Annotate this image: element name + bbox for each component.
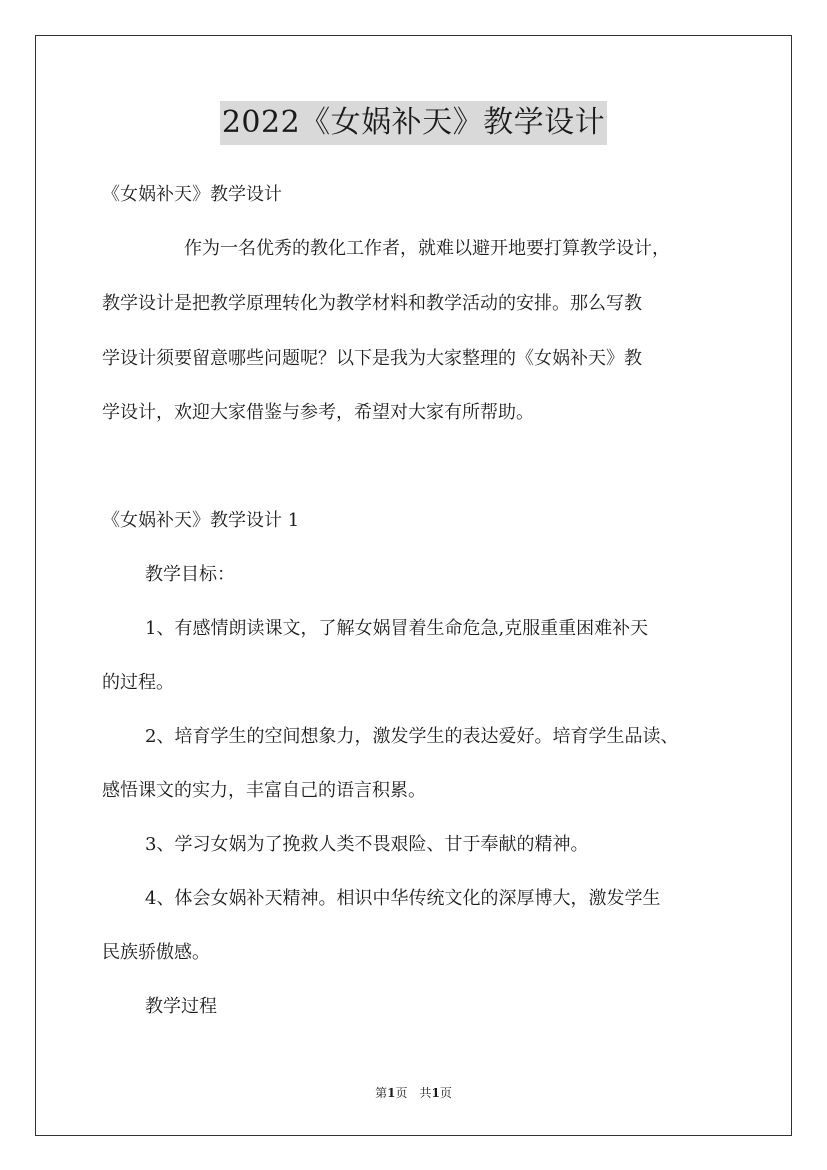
objective-line-2: 的过程。 — [102, 672, 174, 693]
page-total: 1 — [431, 1086, 440, 1100]
objective-line-7: 民族骄傲感。 — [102, 942, 210, 963]
objective-line-3: 2、培育学生的空间想象力，激发学生的表达爱好。培育学生品读、 — [145, 726, 679, 747]
page-mid: 页 共 — [395, 1086, 432, 1100]
section-heading: 《女娲补天》教学设计 1 — [102, 510, 300, 531]
page-suffix: 页 — [439, 1086, 452, 1100]
objective-line-6: 4、体会女娲补天精神。相识中华传统文化的深厚博大，激发学生 — [145, 888, 661, 909]
intro-line-1: 作为一名优秀的教化工作者，就难以避开地要打算教学设计， — [184, 238, 670, 259]
title-container — [0, 101, 827, 145]
intro-line-4: 学设计，欢迎大家借鉴与参考，希望对大家有所帮助。 — [102, 402, 534, 423]
objectives-label: 教学目标： — [145, 564, 235, 585]
document-subtitle: 《女娲补天》教学设计 — [102, 184, 282, 205]
intro-line-3: 学设计须要留意哪些问题呢？以下是我为大家整理的《女娲补天》教 — [102, 348, 642, 369]
page-footer — [0, 1085, 827, 1101]
objective-line-5: 3、学习女娲为了挽救人类不畏艰险、甘于奉献的精神。 — [145, 834, 589, 855]
page-prefix: 第 — [375, 1086, 388, 1100]
objective-line-1: 1、有感情朗读课文，了解女娲冒着生命危急,克服重重困难补天 — [145, 618, 649, 639]
document-title: 2022《女娲补天》教学设计 — [220, 101, 607, 145]
process-label: 教学过程 — [145, 996, 217, 1017]
intro-line-2: 教学设计是把教学原理转化为教学材料和教学活动的安排。那么写教 — [102, 293, 642, 314]
objective-line-4: 感悟课文的实力，丰富自己的语言积累。 — [102, 780, 426, 801]
page-current: 1 — [387, 1086, 396, 1100]
